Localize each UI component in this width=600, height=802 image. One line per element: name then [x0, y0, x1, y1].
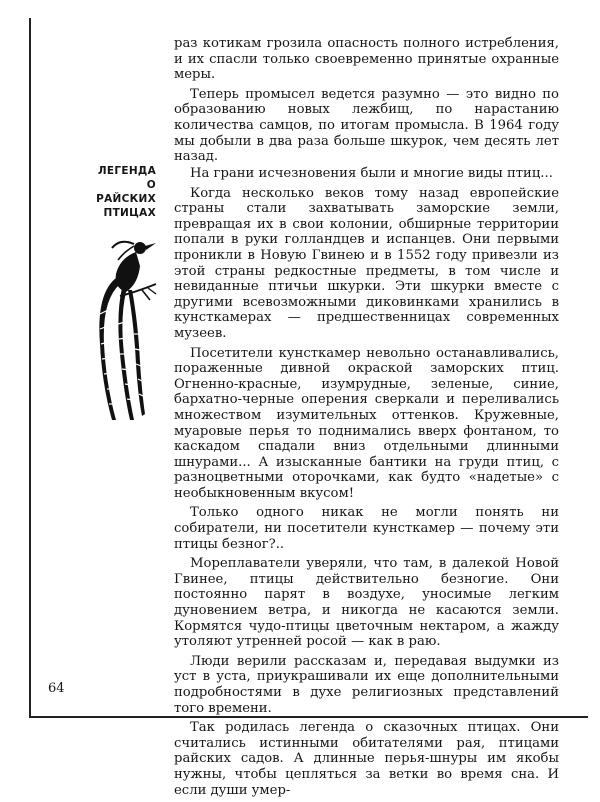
main-text-block — [174, 166, 559, 802]
paragraph: Когда несколько веков тому назад европейские страны стали захватывать заморские земли, превращая их в свои колонии, обширные территории попали в руки голландцев и испанцев. Они первыми проникли в Новую Гвинею и в 1552 году привезли из этой страны редкостные предметы, в том числе и невиданные птичьи шкурки. Эти шкурки вместе с другими всевозможными диковинками хранились в кунсткамерах — предшественницах современных музеев. — [174, 185, 559, 341]
top-text-block — [174, 36, 559, 169]
section-heading — [96, 164, 156, 220]
paragraph: Мореплаватели уверяли, что там, в далекой Новой Гвинее, птицы действительно безногие. Они постоянно парят в воздухе, уносимые легким дуновением ветра, и никогда не касаются земли. Кормятся чудо-птицы цветочным нектаром, а жажду утоляют утренней росой — как в раю. — [174, 556, 559, 650]
paragraph: Теперь промысел ведется разумно — это видно по образованию новых лежбищ, по нарастанию количества самцов, по итогам промысла. В 1964 году мы добыли в два раза больше шкурок, чем десять лет назад. — [174, 86, 559, 165]
paragraph: Так родилась легенда о сказочных птицах. Они считались истинными обитателями рая, птицами райских садов. А длинные перья-шнуры им якобы нужны, чтобы цепляться за ветки во время сна. И если души умер- — [174, 720, 559, 798]
paragraph: Люди верили рассказам и, передавая выдумки из уст в уста, приукрашивали их еще дополнительными подробностями в духе религиозных представлений того времени. — [174, 653, 559, 716]
paragraph: Только одного никак не могли понять ни собиратели, ни посетители кунсткамер — почему эти птицы безног?.. — [174, 505, 559, 552]
page-number: 64 — [48, 681, 65, 696]
paragraph: раз котикам грозила опасность полного истребления, и их спасли только своевременно принятые охранные меры. — [174, 36, 559, 83]
section-heading-line: ПТИЦАХ — [103, 207, 156, 219]
paragraph: Посетители кунсткамер невольно останавливались, пораженные дивной окраской заморских птиц. Огненно-красные, изумрудные, зеленые, синие, бархатно-черные оперения сверкали и переливались множеством изумительных оттенков. Кружевные, муаровые перья то поднимались вверх фонтаном, то каскадом спадали вниз отдельными длинными шнурами... А изысканные бантики на груди птиц, с разноцветными оторочками, как будто «надетые» с необыкновенным вкусом! — [174, 345, 559, 501]
section-heading-line: О РАЙСКИХ — [96, 179, 156, 205]
paragraph: На грани исчезновения были и многие виды птиц... — [190, 166, 553, 181]
section-heading-line: ЛЕГЕНДА — [97, 165, 156, 177]
bird-of-paradise-icon — [90, 234, 160, 424]
